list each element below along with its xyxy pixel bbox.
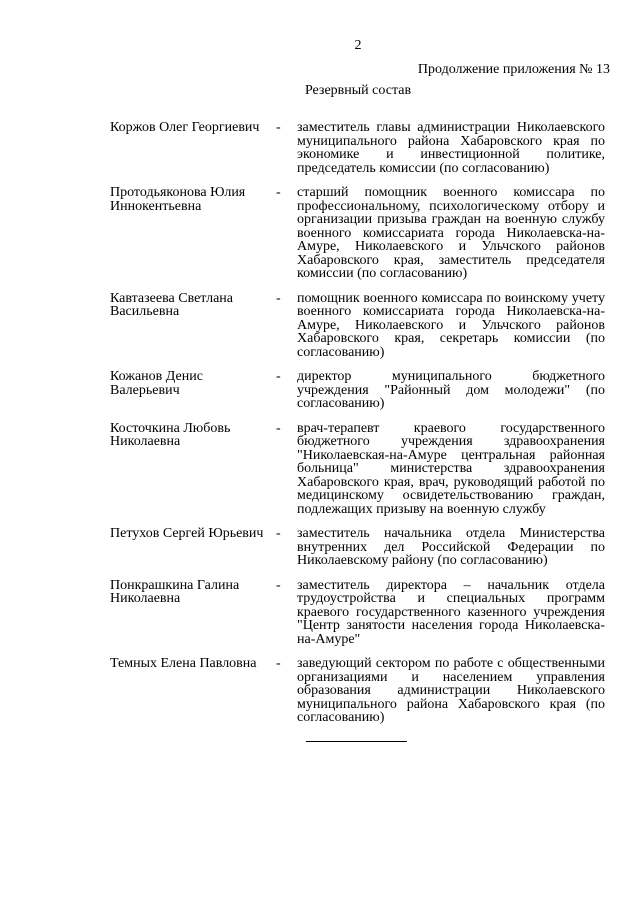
member-position: заместитель директора – начальник отдела трудоустройства и специальных программ краевого государственного казенного учреждения "Центр занятости населения города Николаевска-на-Амуре" (297, 577, 605, 647)
member-name: Темных Елена Павловна (110, 656, 257, 671)
member-row (110, 527, 605, 568)
member-row (110, 292, 605, 360)
member-name: Понкрашкина Галина Николаевна (110, 577, 240, 606)
member-position: заместитель начальника отдела Министерства внутренних дел Российской Федерации по Николаевскому району (по согласованию) (297, 526, 605, 568)
member-row (110, 657, 605, 725)
page-number: 2 (354, 38, 362, 53)
member-name: Кожанов Денис Валерьевич (110, 369, 203, 398)
members-list (110, 121, 605, 736)
member-row (110, 121, 605, 175)
dash-separator: - (276, 420, 281, 436)
dash-separator: - (276, 656, 281, 671)
member-row (110, 186, 605, 281)
member-name: Кавтазеева Светлана Васильевна (110, 290, 233, 319)
member-name: Петухов Сергей Юрьевич (110, 526, 264, 541)
continuation-note: Продолжение приложения № 13 (417, 62, 610, 77)
member-position: директор муниципального бюджетного учреждения "Районный дом молодежи" (по согласованию) (297, 369, 605, 411)
dash-separator: - (276, 577, 281, 593)
dash-separator: - (276, 369, 281, 384)
member-position: заместитель главы администрации Николаевского муниципального района Хабаровского края по экономике и инвестиционной политике, председатель комиссии (по согласованию) (297, 120, 605, 176)
member-row (110, 422, 605, 517)
member-position: заведующий сектором по работе с общественными организациями и населением управления образования администрации Николаевского муниципального района Хабаровского края (по согласованию) (297, 656, 605, 725)
dash-separator: - (276, 120, 281, 135)
member-row (110, 579, 605, 647)
member-name: Коржов Олег Георгиевич (110, 120, 260, 135)
section-title: Резервный состав (304, 83, 412, 98)
dash-separator: - (276, 526, 281, 541)
closing-rule (306, 741, 407, 742)
dash-separator: - (276, 185, 281, 200)
member-row (110, 370, 605, 411)
member-name: Косточкина Любовь Николаевна (110, 420, 231, 449)
member-position: врач-терапевт краевого государственного бюджетного учреждения здравоохранения "Николаевская-на-Амуре центральная районная больница" министерства здравоохранения Хабаровского края, врач, руководящий работой по медицинскому освидетельствованию граждан, подлежащих призыву на военную службу (297, 420, 605, 517)
member-position: старший помощник военного комиссара по профессиональному, психологическому отбору и организации призыва граждан на военную службу военного комиссариата города Николаевска-на-Амуре, Николаевского и Ульчского районов Хабаровского края, заместитель председателя комиссии (по согласованию) (297, 185, 605, 281)
member-position: помощник военного комиссара по воинскому учету военного комиссариата города Николаевска-на-Амуре, Николаевского и Ульчского районов Хабаровского края, секретарь комиссии (по согласованию) (297, 290, 605, 360)
dash-separator: - (276, 290, 281, 306)
member-name: Протодьяконова Юлия Иннокентьевна (110, 185, 246, 214)
